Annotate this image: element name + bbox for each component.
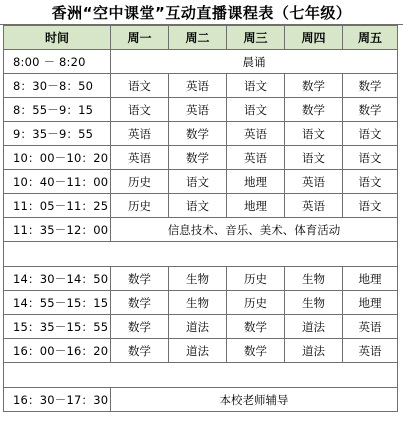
subject-cell: 历史 (227, 291, 285, 315)
subject-cell: 语文 (227, 98, 285, 122)
table-row (4, 122, 398, 146)
subject-cell: 生物 (169, 267, 227, 291)
subject-cell: 道法 (169, 315, 227, 339)
header-day: 周四 (285, 26, 343, 50)
subject-cell: 生物 (169, 291, 227, 315)
subject-cell: 语文 (343, 122, 398, 146)
subject-cell: 数学 (111, 315, 169, 339)
time-cell: 10：00－10：20 (4, 146, 111, 170)
activity-cell: 本校老师辅导 (111, 388, 398, 412)
subject-cell: 地理 (343, 291, 398, 315)
break-cell (4, 363, 398, 388)
header-day: 周三 (227, 26, 285, 50)
subject-cell: 数学 (111, 291, 169, 315)
subject-cell: 语文 (111, 98, 169, 122)
table-row (4, 194, 398, 218)
subject-cell: 地理 (227, 194, 285, 218)
subject-cell: 语文 (285, 146, 343, 170)
subject-cell: 数学 (169, 122, 227, 146)
table-row (4, 170, 398, 194)
time-cell: 11：05－11：25 (4, 194, 111, 218)
subject-cell: 地理 (343, 267, 398, 291)
time-cell: 14：55－15：15 (4, 291, 111, 315)
subject-cell: 英语 (227, 122, 285, 146)
time-cell: 8:00 － 8:20 (4, 50, 111, 74)
subject-cell: 历史 (111, 194, 169, 218)
subject-cell: 历史 (111, 170, 169, 194)
time-cell: 10：40－11：00 (4, 170, 111, 194)
subject-cell: 数学 (285, 74, 343, 98)
table-row (4, 267, 398, 291)
subject-cell: 英语 (111, 122, 169, 146)
subject-cell: 英语 (169, 74, 227, 98)
subject-cell: 英语 (111, 146, 169, 170)
time-cell: 15：35－15：55 (4, 315, 111, 339)
table-row (4, 339, 398, 363)
subject-cell: 语文 (169, 194, 227, 218)
break-cell (4, 242, 398, 267)
time-cell: 9：35－9：55 (4, 122, 111, 146)
subject-cell: 道法 (285, 339, 343, 363)
table-row (4, 291, 398, 315)
table-row (4, 218, 398, 242)
header-day: 周五 (343, 26, 398, 50)
subject-cell: 语文 (111, 74, 169, 98)
table-row (4, 74, 398, 98)
subject-cell: 数学 (227, 339, 285, 363)
subject-cell: 数学 (343, 98, 398, 122)
time-cell: 16：00－16：20 (4, 339, 111, 363)
time-cell: 11：35－12：00 (4, 218, 111, 242)
subject-cell: 地理 (227, 170, 285, 194)
subject-cell: 数学 (227, 315, 285, 339)
subject-cell: 英语 (285, 194, 343, 218)
table-row (4, 146, 398, 170)
subject-cell: 语文 (343, 194, 398, 218)
subject-cell: 道法 (169, 339, 227, 363)
subject-cell: 英语 (227, 146, 285, 170)
time-cell: 16：30－17：30 (4, 388, 111, 412)
header-day: 周二 (169, 26, 227, 50)
subject-cell: 语文 (343, 146, 398, 170)
subject-cell: 数学 (169, 146, 227, 170)
break-row (4, 242, 398, 267)
break-row (4, 363, 398, 388)
subject-cell: 历史 (227, 267, 285, 291)
header-row (4, 26, 398, 50)
table-row (4, 98, 398, 122)
subject-cell: 道法 (285, 315, 343, 339)
header-day: 周一 (111, 26, 169, 50)
subject-cell: 语文 (285, 122, 343, 146)
subject-cell: 英语 (343, 315, 398, 339)
subject-cell: 数学 (111, 267, 169, 291)
activity-cell: 信息技术、音乐、美术、体育活动 (111, 218, 398, 242)
subject-cell: 语文 (169, 170, 227, 194)
page-title: 香洲“空中课堂”互动直播课程表（七年级） (0, 0, 403, 25)
time-cell: 8：55－9：15 (4, 98, 111, 122)
subject-cell: 语文 (343, 170, 398, 194)
header-time: 时间 (4, 26, 111, 50)
table-row (4, 315, 398, 339)
table-row (4, 388, 398, 412)
schedule-table (3, 25, 398, 412)
subject-cell: 数学 (285, 98, 343, 122)
subject-cell: 英语 (285, 170, 343, 194)
subject-cell: 生物 (285, 291, 343, 315)
activity-cell: 晨诵 (111, 50, 398, 74)
subject-cell: 语文 (227, 74, 285, 98)
subject-cell: 生物 (285, 267, 343, 291)
table-row (4, 50, 398, 74)
subject-cell: 数学 (111, 339, 169, 363)
time-cell: 14：30－14：50 (4, 267, 111, 291)
subject-cell: 英语 (343, 339, 398, 363)
subject-cell: 英语 (169, 98, 227, 122)
time-cell: 8：30－8：50 (4, 74, 111, 98)
subject-cell: 数学 (343, 74, 398, 98)
